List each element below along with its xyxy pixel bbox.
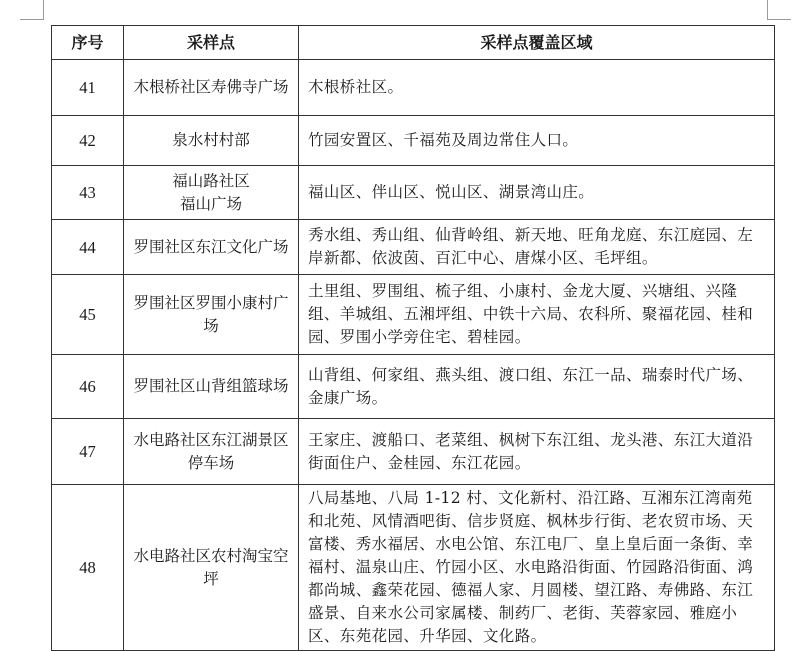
crop-mark-top-left-vertical [43,0,44,20]
coverage-area: 山背组、何家组、燕头组、渡口组、东江一品、瑞泰时代广场、金康广场。 [299,355,775,419]
row-number: 42 [52,116,124,166]
row-number: 41 [52,60,124,116]
header-site: 采样点 [124,26,299,60]
coverage-area: 福山区、伴山区、悦山区、湖景湾山庄。 [299,166,775,220]
sampling-site: 木根桥社区寿佛寺广场 [124,60,299,116]
header-area: 采样点覆盖区域 [299,26,775,60]
table-row [52,220,775,275]
crop-mark-top-right-vertical [767,0,768,20]
coverage-area: 八局基地、八局 1-12 村、文化新村、沿江路、互湘东江湾南苑和北苑、风情酒吧街、信步贤庭、枫林步行街、老农贸市场、天富楼、秀水福居、水电公馆、东江电厂、皇上皇后面一条街、幸福村、温泉山庄、竹园小区、水电路沿街面、竹园路沿街面、鸿都尚城、鑫荣花园、德福人家、月圆楼、望江路、寿佛路、东江盛景、自来水公司家属楼、制药厂、老街、芙蓉家园、雅庭小区、东苑花园、升华园、文化路。 [299,485,775,651]
coverage-area: 木根桥社区。 [299,60,775,116]
sampling-site: 泉水村村部 [124,116,299,166]
coverage-area: 竹园安置区、千福苑及周边常住人口。 [299,116,775,166]
row-number: 48 [52,485,124,651]
row-number: 47 [52,419,124,485]
row-number: 46 [52,355,124,419]
sampling-site: 罗围社区东江文化广场 [124,220,299,275]
row-number: 43 [52,166,124,220]
table-row [52,275,775,355]
row-number: 45 [52,275,124,355]
coverage-area: 秀水组、秀山组、仙背岭组、新天地、旺角龙庭、东江庭园、左岸新都、依波茵、百汇中心、唐煤小区、毛坪组。 [299,220,775,275]
crop-mark-top-right-horizontal [767,19,791,20]
sampling-site: 罗围社区罗围小康村广场 [124,275,299,355]
table-row [52,116,775,166]
coverage-area: 王家庄、渡船口、老菜组、枫树下东江组、龙头港、东江大道沿街面住户、金桂园、东江花园。 [299,419,775,485]
sampling-sites-table [51,25,775,651]
sampling-site: 福山路社区 福山广场 [124,166,299,220]
table-header-row [52,26,775,60]
table-row [52,355,775,419]
sampling-site: 罗围社区山背组篮球场 [124,355,299,419]
table-row [52,60,775,116]
coverage-area: 土里组、罗围组、梳子组、小康村、金龙大厦、兴塘组、兴隆组、羊城组、五湘坪组、中铁十六局、农科所、聚福花园、桂和园、罗围小学旁住宅、碧桂园。 [299,275,775,355]
crop-mark-top-left-horizontal [20,19,44,20]
table-row [52,419,775,485]
sampling-site: 水电路社区农村淘宝空坪 [124,485,299,651]
sampling-site: 水电路社区东江湖景区停车场 [124,419,299,485]
header-no: 序号 [52,26,124,60]
row-number: 44 [52,220,124,275]
table-row [52,166,775,220]
table-row [52,485,775,651]
